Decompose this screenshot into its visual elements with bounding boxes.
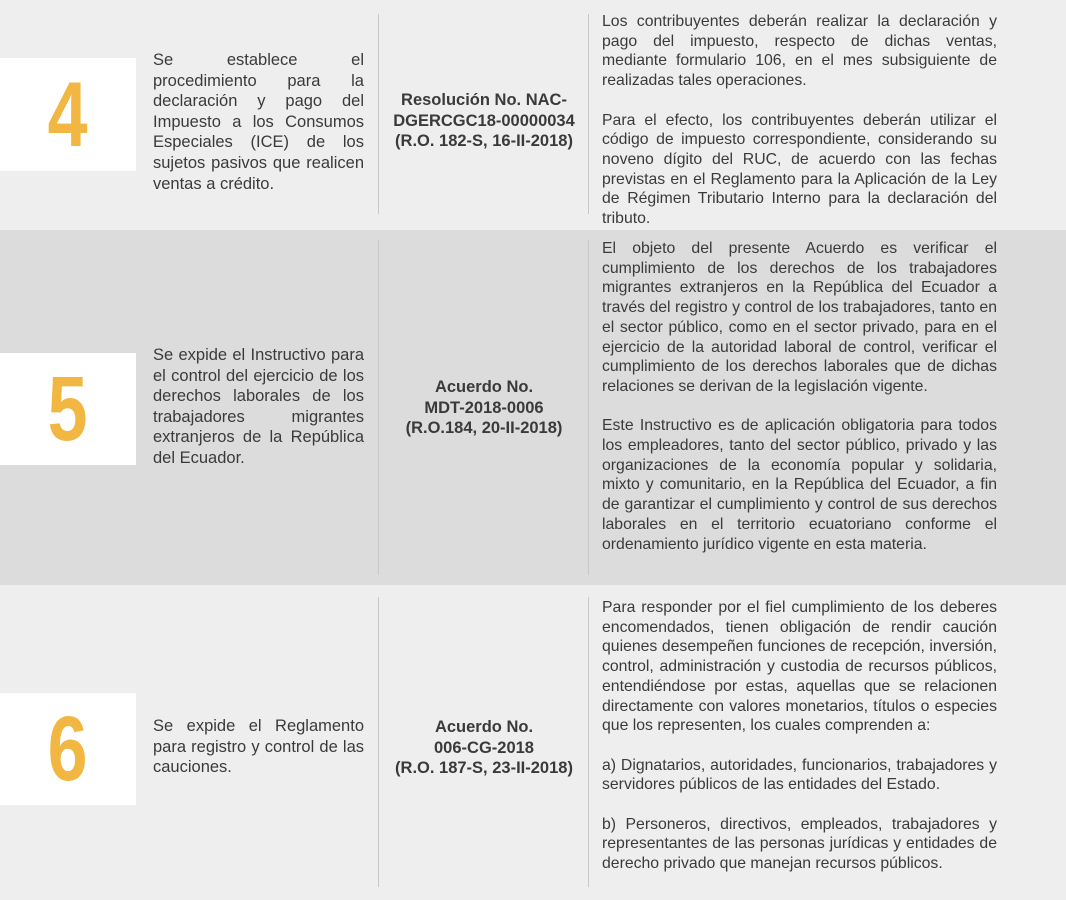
- row-number: 4: [48, 63, 88, 166]
- reference-line: DGERCGC18-00000034: [393, 111, 575, 130]
- reference-line: MDT-2018-0006: [424, 398, 544, 417]
- column-divider: [588, 14, 589, 214]
- reference-line: Resolución No. NAC-: [401, 91, 567, 109]
- detail-paragraph: b) Personeros, directivos, empleados, trabajadores y representantes de las personas jurídicas y entidades de derecho privado que manejan recursos públicos.: [602, 815, 997, 873]
- table-row: [0, 0, 1066, 230]
- reference-line: (R.O. 182-S, 16-II-2018): [395, 132, 573, 151]
- column-divider: [588, 240, 589, 575]
- row-detail: [602, 12, 997, 229]
- column-divider: [378, 597, 379, 887]
- row-number-box: [0, 353, 136, 465]
- row-number-box: [0, 58, 136, 171]
- row-number: 5: [48, 358, 88, 460]
- row-detail: [602, 239, 997, 554]
- table-row: [0, 230, 1066, 585]
- reference-line: Acuerdo No.: [434, 718, 534, 736]
- detail-paragraph: El objeto del presente Acuerdo es verificar el cumplimiento de los derechos de los trabajadores migrantes extranjeros en la República del Ecuador a través del registro y control de los trabajadores, tanto en el sector público, como en el sector privado, para en el ejercicio de la autoridad laboral de control, verificar el cumplimiento de los derechos laborales que de dichas relaciones se derivan de la legislación vigente.: [602, 240, 997, 395]
- reference-line: (R.O. 187-S, 23-II-2018): [395, 759, 573, 778]
- column-divider: [378, 14, 379, 214]
- row-description: Se establece el procedimiento para la declaración y pago del Impuesto a los Consumos Especiales (ICE) de los sujetos pasivos que realicen ventas a crédito.: [153, 51, 364, 193]
- detail-paragraph: Los contribuyentes deberán realizar la declaración y pago del impuesto, respecto de dichas ventas, mediante formulario 106, en el mes subsiguiente de realizadas tales operaciones.: [602, 13, 997, 90]
- reference-line: 006-CG-2018: [434, 738, 534, 757]
- row-reference: [380, 90, 588, 152]
- reference-line: Acuerdo No.: [434, 378, 534, 396]
- detail-paragraph: Para el efecto, los contribuyentes deberán utilizar el código de impuesto correspondiente, considerando su noveno dígito del RUC, de acuerdo con las fechas previstas en el Reglamento para la Aplicación de la Ley de Régimen Tributario Interno para la declaración del tributo.: [602, 111, 997, 228]
- detail-paragraph: Para responder por el fiel cumplimiento de los deberes encomendados, tienen obligación de rendir caución quienes desempeñen funciones de recepción, inversión, control, administración y custodia de recursos públicos, entendiéndose por estas, aquellas que se relacionen directamente con valores monetarios, títulos o especies que los representen, los cuales comprenden a:: [602, 599, 997, 735]
- column-divider: [588, 597, 589, 887]
- row-reference: [380, 377, 588, 439]
- row-detail: [602, 598, 997, 874]
- table-row: [0, 585, 1066, 900]
- reference-line: (R.O.184, 20-II-2018): [405, 419, 563, 438]
- detail-paragraph: Este Instructivo es de aplicación obligatoria para todos los empleadores, tanto del sector público, privado y las organizaciones de la economía popular y solidaria, mixto y comunitario, en la República del Ecuador, a fin de garantizar el cumplimiento y control de sus derechos laborales en el territorio ecuatoriano conforme el ordenamiento jurídico vigente en esta materia.: [602, 417, 997, 553]
- row-description: Se expide el Reglamento para registro y control de las cauciones.: [153, 717, 364, 777]
- row-reference: [380, 717, 588, 779]
- detail-paragraph: a) Dignatarios, autoridades, funcionarios, trabajadores y servidores públicos de las entidades del Estado.: [602, 756, 997, 794]
- column-divider: [378, 240, 379, 575]
- row-description: Se expide el Instructivo para el control del ejercicio de los derechos laborales de los trabajadores migrantes extranjeros de la República del Ecuador.: [153, 346, 364, 467]
- row-number-box: [0, 693, 136, 805]
- row-number: 6: [48, 698, 88, 800]
